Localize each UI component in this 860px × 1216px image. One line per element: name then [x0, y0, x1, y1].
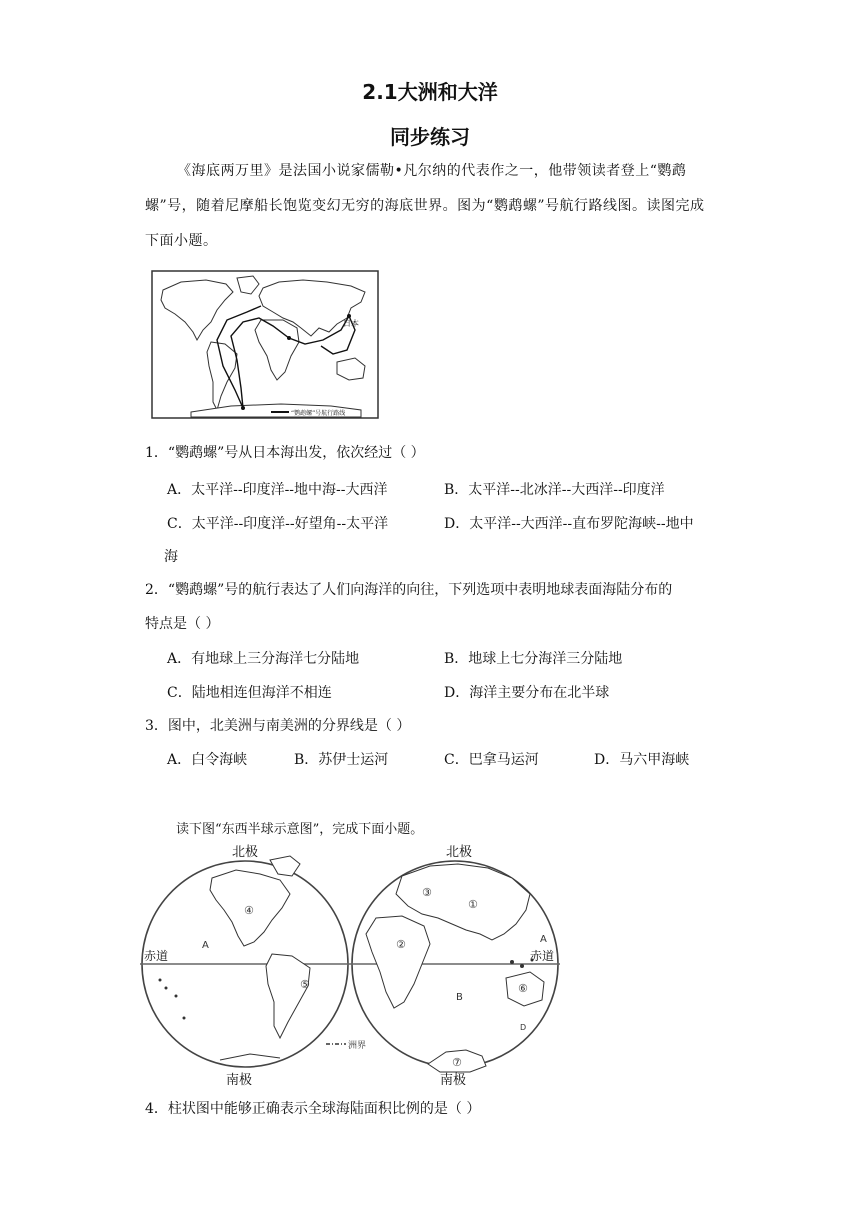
- west-south-pole-label: 南极: [226, 1073, 253, 1088]
- question-3-stem: 3．图中，北美洲与南美洲的分界线是（ ）: [145, 718, 411, 734]
- west-north-pole-label: 北极: [232, 845, 259, 860]
- hemispheres-figure: [140, 838, 560, 1094]
- route-legend-label: “鹦鹉螺”号航行路线: [291, 410, 346, 417]
- nautilus-route-map: [151, 270, 379, 423]
- west-ocean-a-label: A: [202, 940, 209, 951]
- q3-option-d: D．马六甲海峡: [594, 752, 690, 768]
- east-marker-6: ⑥: [518, 982, 528, 995]
- east-marker-1: ①: [468, 898, 478, 911]
- q2-option-b: B．地球上七分海洋三分陆地: [444, 651, 623, 667]
- q2-option-d: D．海洋主要分布在北半球: [444, 685, 610, 701]
- q1-option-d: D．太平洋--大西洋--直布罗陀海峡--地中: [444, 516, 694, 532]
- question-1-stem: 1．“鹦鹉螺”号从日本海出发，依次经过（ ）: [145, 445, 425, 461]
- east-ocean-b-label: B: [456, 992, 463, 1003]
- west-equator-label: 赤道: [144, 949, 169, 963]
- q3-option-b: B．苏伊士运河: [294, 752, 389, 768]
- q1-option-c: C．太平洋--印度洋--好望角--太平洋: [167, 516, 389, 532]
- boundary-legend-label: 洲界: [348, 1041, 367, 1051]
- east-ocean-a-label: A: [540, 934, 547, 945]
- question-2-stem-line1: 2．“鹦鹉螺”号的航行表达了人们向海洋的向往，下列选项中表明地球表面海陆分布的: [145, 582, 673, 598]
- west-marker-5: ⑤: [300, 978, 310, 991]
- east-marker-7: ⑦: [452, 1056, 462, 1069]
- q2-option-a: A．有地球上三分海洋七分陆地: [167, 651, 360, 667]
- q2-option-c: C．陆地相连但海洋不相连: [167, 685, 332, 701]
- east-marker-d: D: [520, 1023, 527, 1032]
- page-title: 2.1大洲和大洋: [362, 80, 498, 104]
- east-equator-label: 赤道: [530, 949, 555, 963]
- question-2-stem-line2: 特点是（ ）: [145, 616, 220, 632]
- q1-option-d-continued: 海: [164, 549, 178, 565]
- page-subtitle: 同步练习: [390, 125, 470, 149]
- q1-option-b: B．太平洋--北冰洋--大西洋--印度洋: [444, 482, 665, 498]
- q3-option-a: A．白令海峡: [167, 752, 248, 768]
- q3-option-c: C．巴拿马运河: [444, 752, 539, 768]
- hemispheres-intro: 读下图“东西半球示意图”，完成下面小题。: [176, 822, 424, 837]
- east-north-pole-label: 北极: [446, 845, 473, 860]
- intro-paragraph: 《海底两万里》是法国小说家儒勒•凡尔纳的代表作之一，他带领读者登上“鹦鹉螺”号，随着尼摩船长饱览变幻无穷的海底世界。图为“鹦鹉螺”号航行路线图。读图完成下面小题。: [145, 163, 705, 249]
- east-south-pole-label: 南极: [440, 1073, 467, 1088]
- q1-option-a: A．太平洋--印度洋--地中海--大西洋: [167, 482, 388, 498]
- east-marker-3: ③: [422, 886, 432, 899]
- question-4-stem: 4．柱状图中能够正确表示全球海陆面积比例的是（ ）: [145, 1101, 481, 1117]
- west-marker-4: ④: [244, 904, 254, 917]
- japan-label: 日本: [343, 319, 359, 328]
- east-marker-2: ②: [396, 938, 406, 951]
